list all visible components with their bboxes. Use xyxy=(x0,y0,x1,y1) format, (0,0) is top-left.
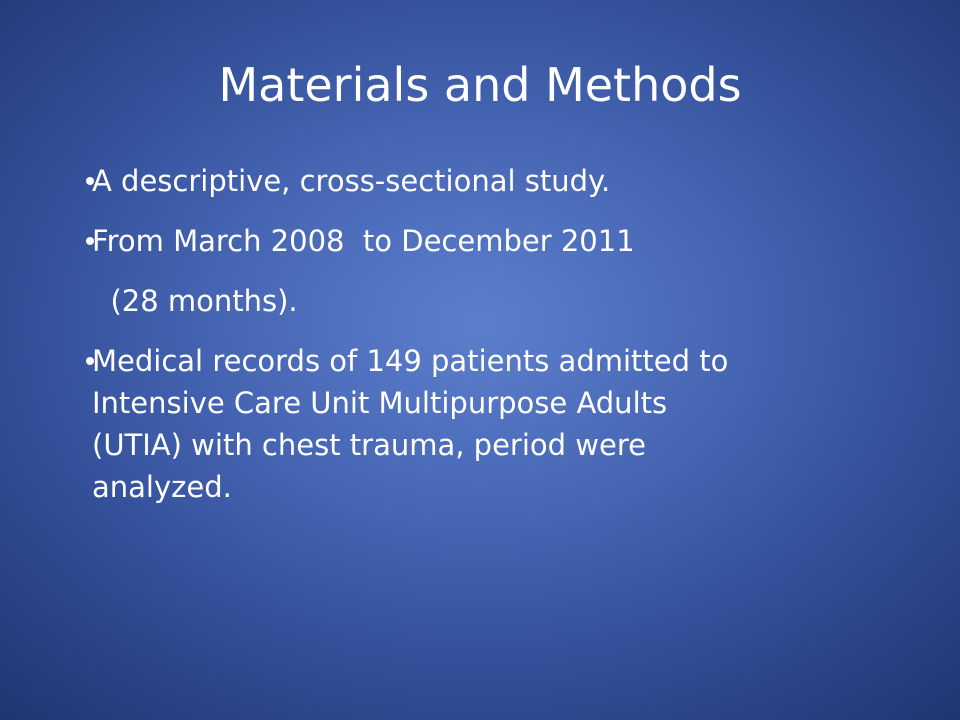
bullet-text-continuation: (28 months). xyxy=(92,284,298,318)
bullet-text: Medical records of 149 patients admitted to Intensive Care Unit Multipurpose Adults (UTIA) with chest trauma, period were analyzed. xyxy=(92,344,729,504)
bullet-text: A descriptive, cross-sectional study. xyxy=(92,164,611,198)
slide-title: Materials and Methods xyxy=(218,58,742,112)
bullet-text: From March 2008 to December 2011 xyxy=(92,224,635,258)
